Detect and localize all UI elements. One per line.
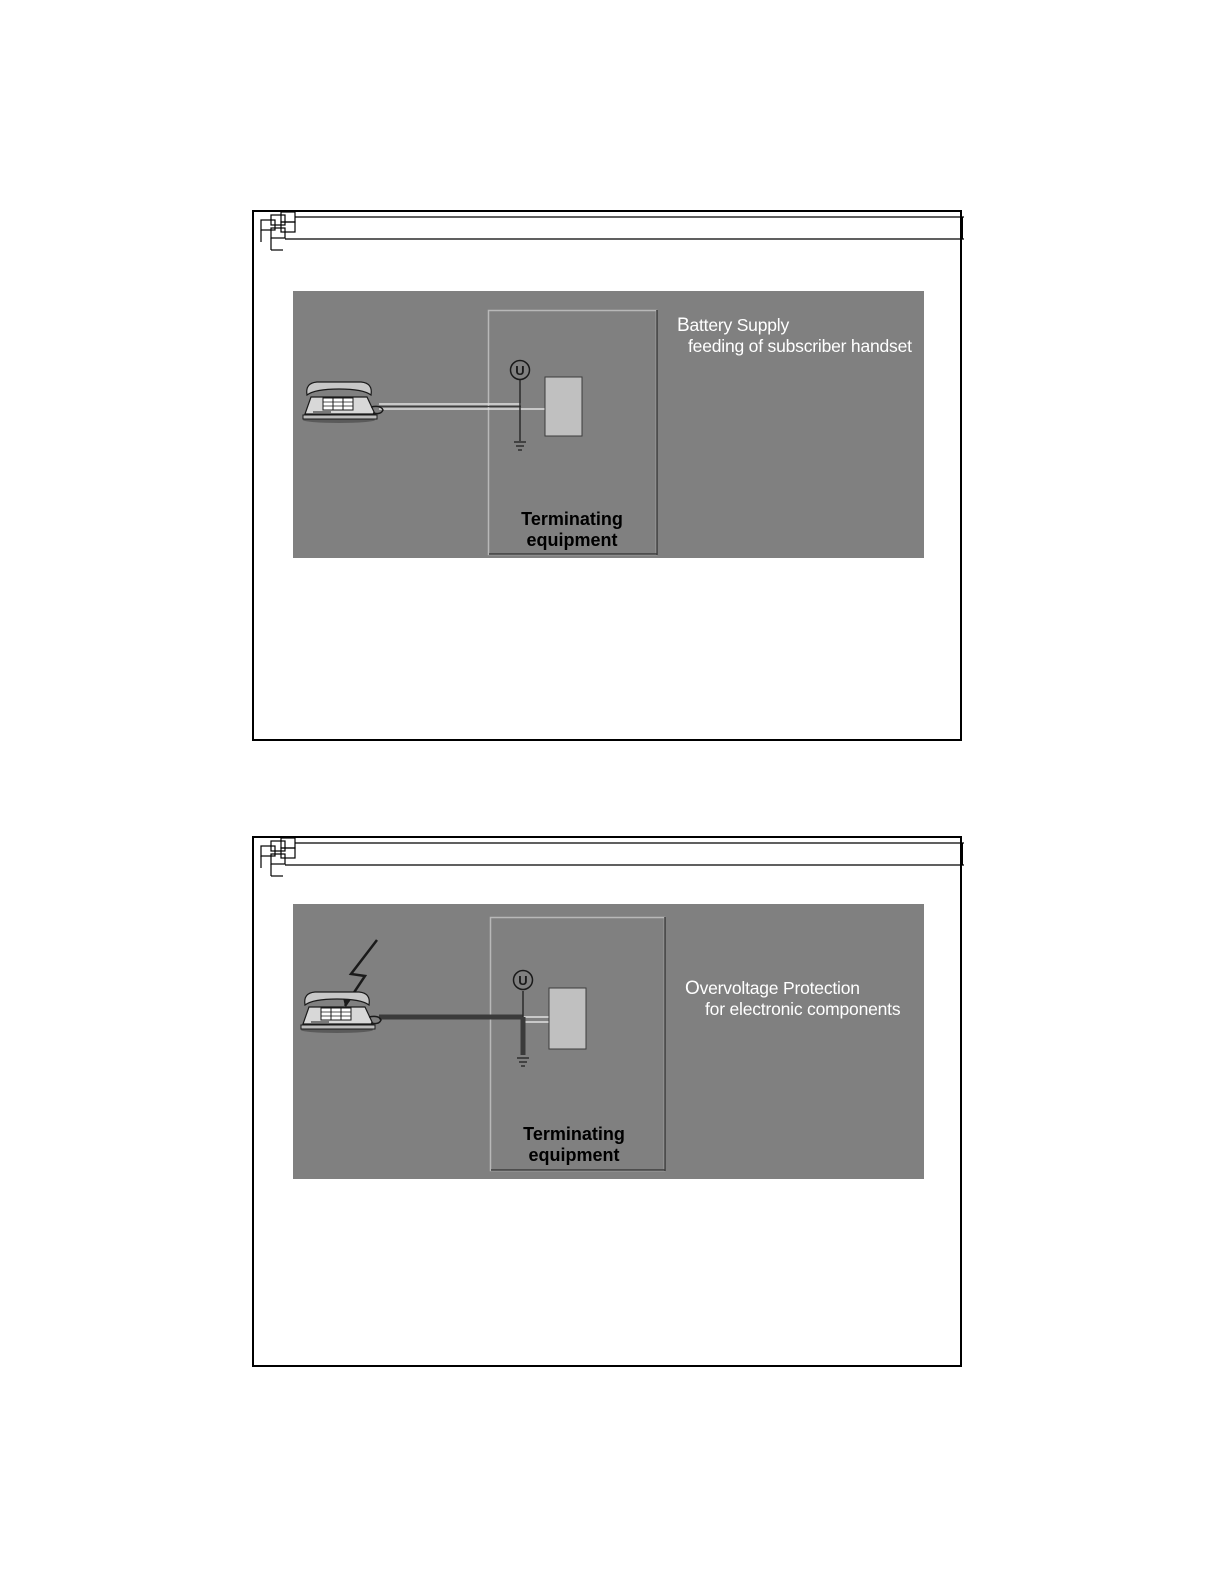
voltage-source-icon <box>511 361 530 380</box>
caption-initial: O <box>685 978 700 999</box>
ground-icon <box>517 1058 529 1066</box>
equipment-label <box>489 1124 659 1166</box>
caption-subtitle: feeding of subscriber handset <box>688 336 912 356</box>
caption-title: attery Supply <box>689 315 790 335</box>
caption-title: vervoltage Protection <box>699 978 860 998</box>
ground-icon <box>514 442 526 450</box>
svg-text:U: U <box>518 973 528 988</box>
telephone-icon <box>301 992 381 1033</box>
slide-header-decoration <box>254 838 964 898</box>
voltage-source-icon <box>514 971 533 990</box>
equipment-label-line1: Terminating <box>521 509 623 529</box>
electronic-component <box>545 377 582 436</box>
diagram-panel <box>293 291 924 558</box>
equipment-label <box>487 509 657 551</box>
svg-text:U: U <box>515 363 525 378</box>
telephone-icon <box>303 382 383 423</box>
equipment-label-line2: equipment <box>526 530 618 550</box>
caption-initial: B <box>677 315 690 336</box>
diagram-panel <box>293 904 924 1179</box>
slide-caption <box>677 315 912 357</box>
slide-header-decoration <box>254 212 964 272</box>
equipment-label-line2: equipment <box>528 1145 620 1165</box>
caption-subtitle: for electronic components <box>705 999 901 1019</box>
slide-caption <box>685 978 900 1020</box>
equipment-label-line1: Terminating <box>523 1124 625 1144</box>
slide-overvoltage-protection <box>252 836 962 1367</box>
slide-battery-supply <box>252 210 962 741</box>
electronic-component <box>549 988 586 1049</box>
